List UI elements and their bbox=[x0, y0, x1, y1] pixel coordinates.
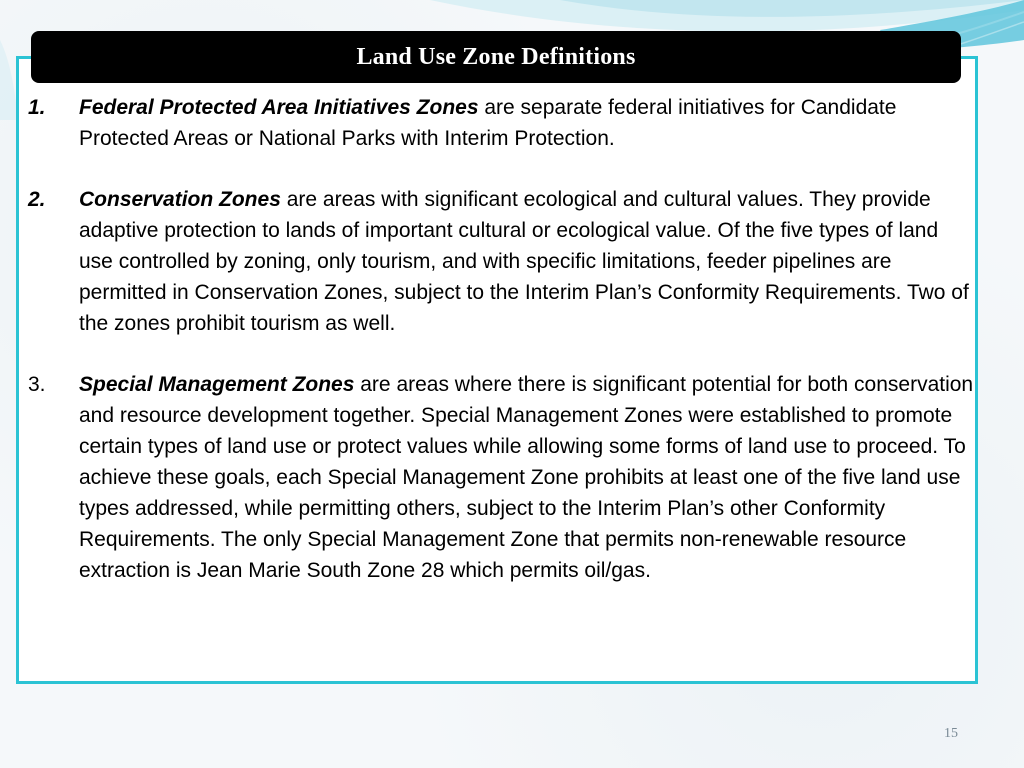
item-term: Federal Protected Area Initiatives Zones bbox=[79, 96, 479, 119]
item-definition: are areas where there is significant potential for both conservation and resource development together. Special Management Zones were established to promote certain types of land use or protect values while allowing some forms of land use to proceed. To achieve these goals, each Special Management Zone prohibits at least one of the five land use types addressed, while permitting others, subject to the Interim Plan’s other Conformity Requirements. The only Special Management Zone that permits non-renewable resource extraction is Jean Marie South Zone 28 which permits oil/gas. bbox=[79, 373, 974, 582]
definitions-list bbox=[28, 92, 974, 616]
item-number: 3. bbox=[28, 373, 46, 396]
title-bar bbox=[31, 31, 961, 83]
item-term: Special Management Zones bbox=[79, 373, 355, 396]
list-item bbox=[28, 184, 974, 339]
item-text bbox=[79, 184, 974, 339]
item-number: 2. bbox=[28, 188, 46, 211]
item-definition: are areas with significant ecological and cultural values. They provide adaptive protection to lands of important cultural or ecological value. Of the five types of land use controlled by zoning, only tourism, and with specific limitations, feeder pipelines are permitted in Conservation Zones, subject to the Interim Plan’s Conformity Requirements. Two of the zones prohibit tourism as well. bbox=[79, 188, 969, 335]
slide-title: Land Use Zone Definitions bbox=[356, 43, 636, 70]
page-number: 15 bbox=[944, 726, 958, 741]
item-text bbox=[79, 369, 974, 586]
item-definition: are separate federal initiatives for Candidate Protected Areas or National Parks with Interim Protection. bbox=[79, 96, 897, 150]
item-number: 1. bbox=[28, 96, 46, 119]
item-text bbox=[79, 92, 974, 154]
list-item bbox=[28, 369, 974, 586]
list-item bbox=[28, 92, 974, 154]
item-term: Conservation Zones bbox=[79, 188, 281, 211]
